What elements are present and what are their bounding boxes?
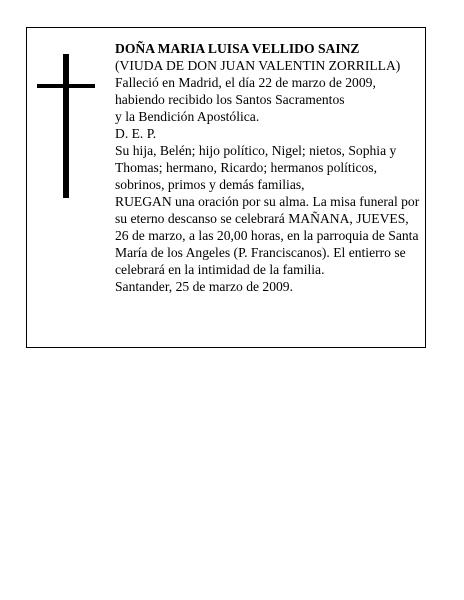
place-date-line: Santander, 25 de marzo de 2009. (115, 279, 294, 294)
request-line-3: 26 de marzo, a las 20,00 horas, en la parroquia de Santa (115, 228, 419, 243)
deceased-name: DOÑA MARIA LUISA VELLIDO SAINZ (115, 41, 360, 56)
obituary-notice-frame (26, 27, 426, 348)
family-line-3: sobrinos, primos y demás familias, (115, 177, 305, 192)
cross-icon (37, 54, 95, 198)
widow-of-line: (VIUDA DE DON JUAN VALENTIN ZORRILLA) (115, 58, 401, 73)
request-line-2: su eterno descanso se celebrará MAÑANA, JUEVES, (115, 211, 409, 226)
blessing-line: y la Bendición Apostólica. (115, 109, 260, 124)
sacraments-line: habiendo recibido los Santos Sacramentos (115, 92, 345, 107)
cross-horizontal-bar (37, 84, 95, 88)
request-line-4: María de los Angeles (P. Franciscanos). El entierro se (115, 245, 406, 260)
request-line-5: celebrará en la intimidad de la familia. (115, 262, 325, 277)
death-line: Falleció en Madrid, el día 22 de marzo de 2009, (115, 75, 376, 90)
request-line-1: RUEGAN una oración por su alma. La misa funeral por (115, 194, 420, 209)
cross-vertical-bar (63, 54, 69, 198)
family-line-1: Su hija, Belén; hijo político, Nigel; nietos, Sophia y (115, 143, 397, 158)
rip-line: D. E. P. (115, 126, 157, 141)
family-line-2: Thomas; hermano, Ricardo; hermanos políticos, (115, 160, 377, 175)
obituary-text (115, 40, 420, 295)
